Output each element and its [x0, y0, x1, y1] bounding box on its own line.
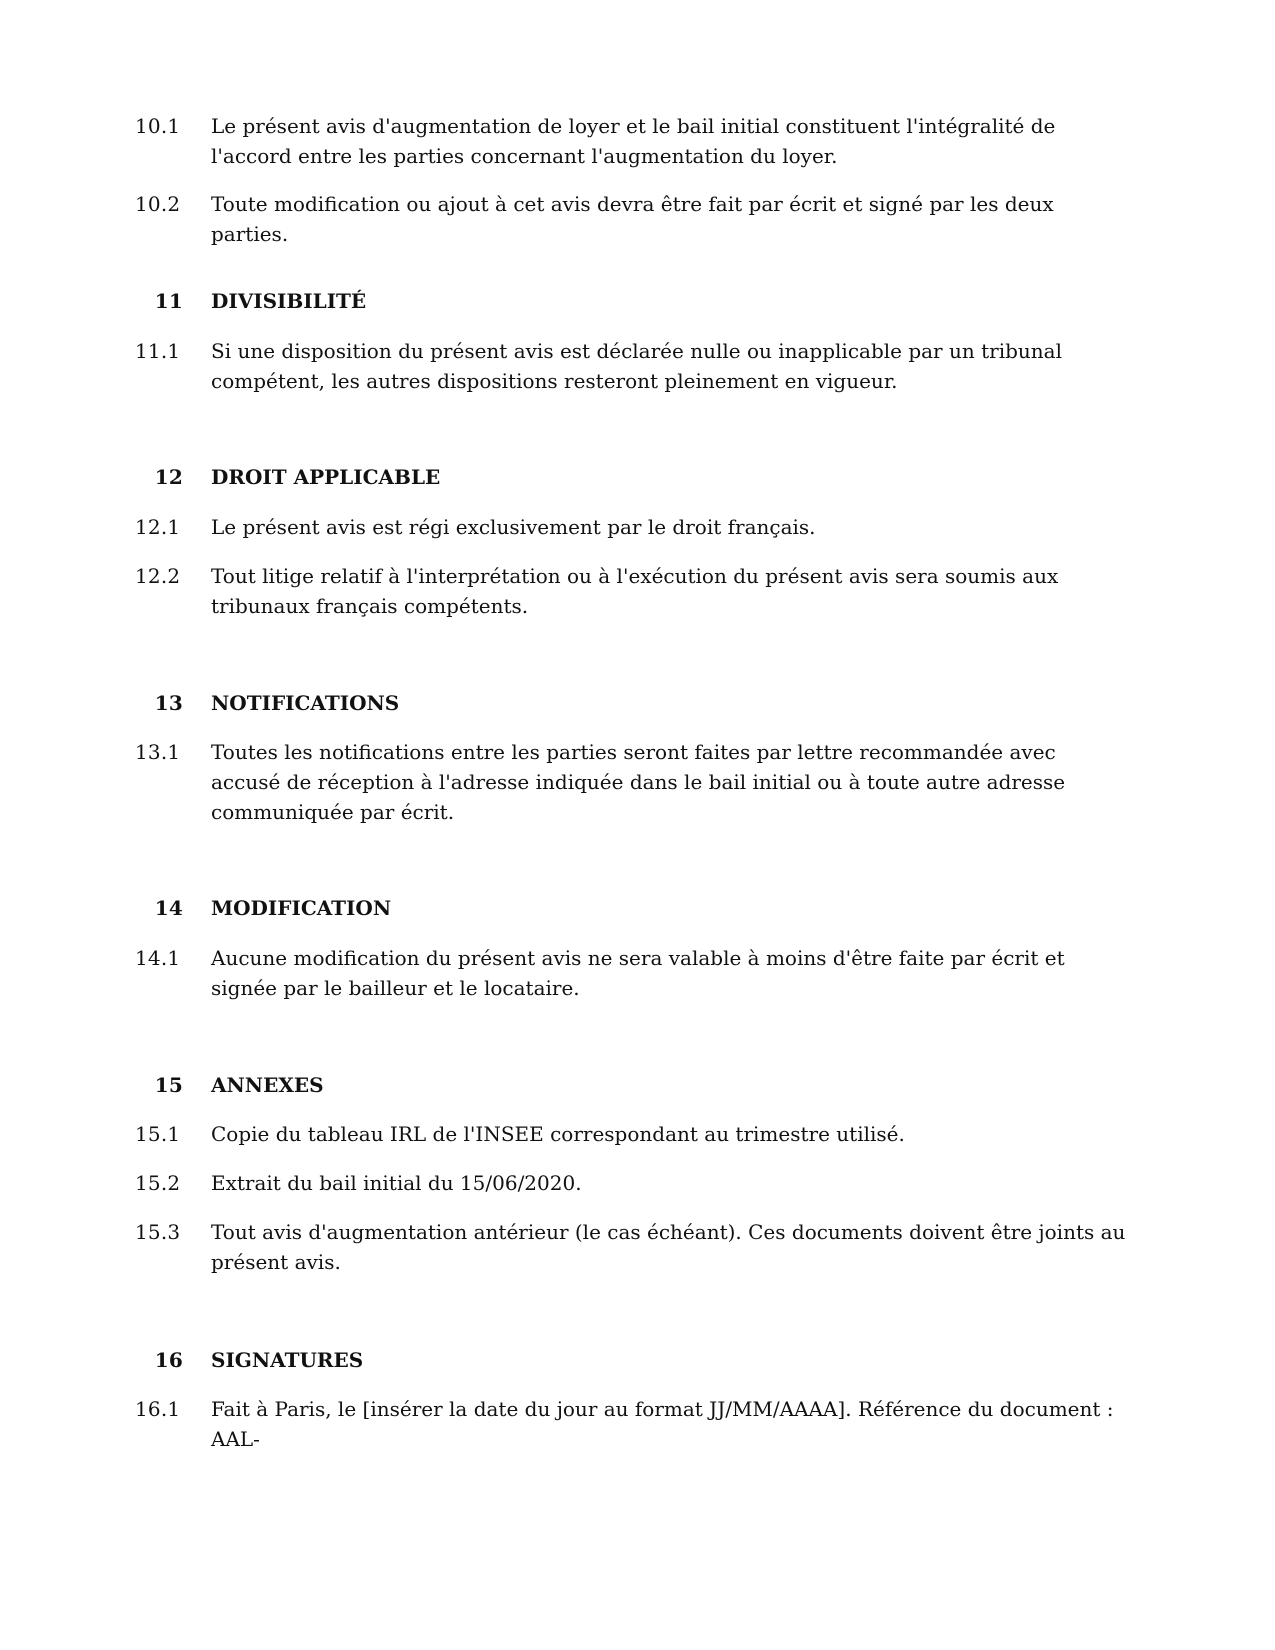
clause-number: 14.1	[135, 946, 181, 970]
section-title: SIGNATURES	[211, 1348, 364, 1372]
section-heading-15	[0, 1070, 1275, 1100]
section-heading-11	[0, 286, 1275, 316]
section-number: 13	[154, 691, 183, 715]
clause-text: Aucune modification du présent avis ne sera valable à moins d'être faite par écrit et signée par le bailleur et le locataire.	[211, 946, 1065, 1000]
clause-text: Toutes les notifications entre les parties seront faites par lettre recommandée avec accusé de réception à l'adresse indiquée dans le bail initial ou à toute autre adresse communiquée par écrit.	[211, 740, 1066, 824]
clause-number: 12.2	[135, 564, 181, 588]
clause-12-1	[0, 512, 1275, 542]
section-heading-14	[0, 893, 1275, 923]
clause-10-2	[0, 189, 1275, 249]
section-heading-12	[0, 462, 1275, 492]
section-number: 11	[154, 289, 183, 313]
clause-14-1	[0, 943, 1275, 1003]
clause-15-3	[0, 1217, 1275, 1277]
clause-text: Tout litige relatif à l'interprétation ou à l'exécution du présent avis sera soumis aux tribunaux français compétents.	[211, 564, 1059, 618]
clause-number: 15.3	[135, 1220, 181, 1244]
clause-10-1	[0, 111, 1275, 171]
clause-number: 10.1	[135, 114, 181, 138]
clause-text: Le présent avis d'augmentation de loyer et le bail initial constituent l'intégralité de l'accord entre les parties concernant l'augmentation du loyer.	[211, 114, 1056, 168]
section-heading-16	[0, 1345, 1275, 1375]
section-title: NOTIFICATIONS	[211, 691, 400, 715]
clause-text: Toute modification ou ajout à cet avis devra être fait par écrit et signé par les deux parties.	[211, 192, 1054, 246]
section-heading-13	[0, 688, 1275, 718]
clause-15-1	[0, 1119, 1275, 1149]
clause-13-1	[0, 737, 1275, 827]
clause-12-2	[0, 561, 1275, 621]
clause-text: Tout avis d'augmentation antérieur (le cas échéant). Ces documents doivent être joints au présent avis.	[211, 1220, 1126, 1274]
clause-11-1	[0, 336, 1275, 396]
clause-text: Copie du tableau IRL de l'INSEE correspondant au trimestre utilisé.	[211, 1122, 905, 1146]
clause-text: Le présent avis est régi exclusivement par le droit français.	[211, 515, 816, 539]
section-number: 15	[154, 1073, 183, 1097]
clause-number: 13.1	[135, 740, 181, 764]
clause-number: 15.2	[135, 1171, 181, 1195]
section-title: ANNEXES	[211, 1073, 324, 1097]
section-number: 16	[154, 1348, 183, 1372]
clause-number: 11.1	[135, 339, 181, 363]
clause-number: 15.1	[135, 1122, 181, 1146]
section-title: MODIFICATION	[211, 896, 392, 920]
section-title: DIVISIBILITÉ	[211, 289, 367, 313]
section-number: 14	[154, 896, 183, 920]
section-number: 12	[154, 465, 183, 489]
clause-text: Fait à Paris, le [insérer la date du jour au format JJ/MM/AAAA]. Référence du document : AAL-	[211, 1397, 1114, 1451]
clause-number: 10.2	[135, 192, 181, 216]
clause-text: Si une disposition du présent avis est déclarée nulle ou inapplicable par un tribunal compétent, les autres dispositions resteront pleinement en vigueur.	[211, 339, 1062, 393]
clause-15-2	[0, 1168, 1275, 1198]
clause-number: 12.1	[135, 515, 181, 539]
section-title: DROIT APPLICABLE	[211, 465, 441, 489]
clause-16-1	[0, 1394, 1275, 1454]
clause-number: 16.1	[135, 1397, 181, 1421]
clause-text: Extrait du bail initial du 15/06/2020.	[211, 1171, 582, 1195]
